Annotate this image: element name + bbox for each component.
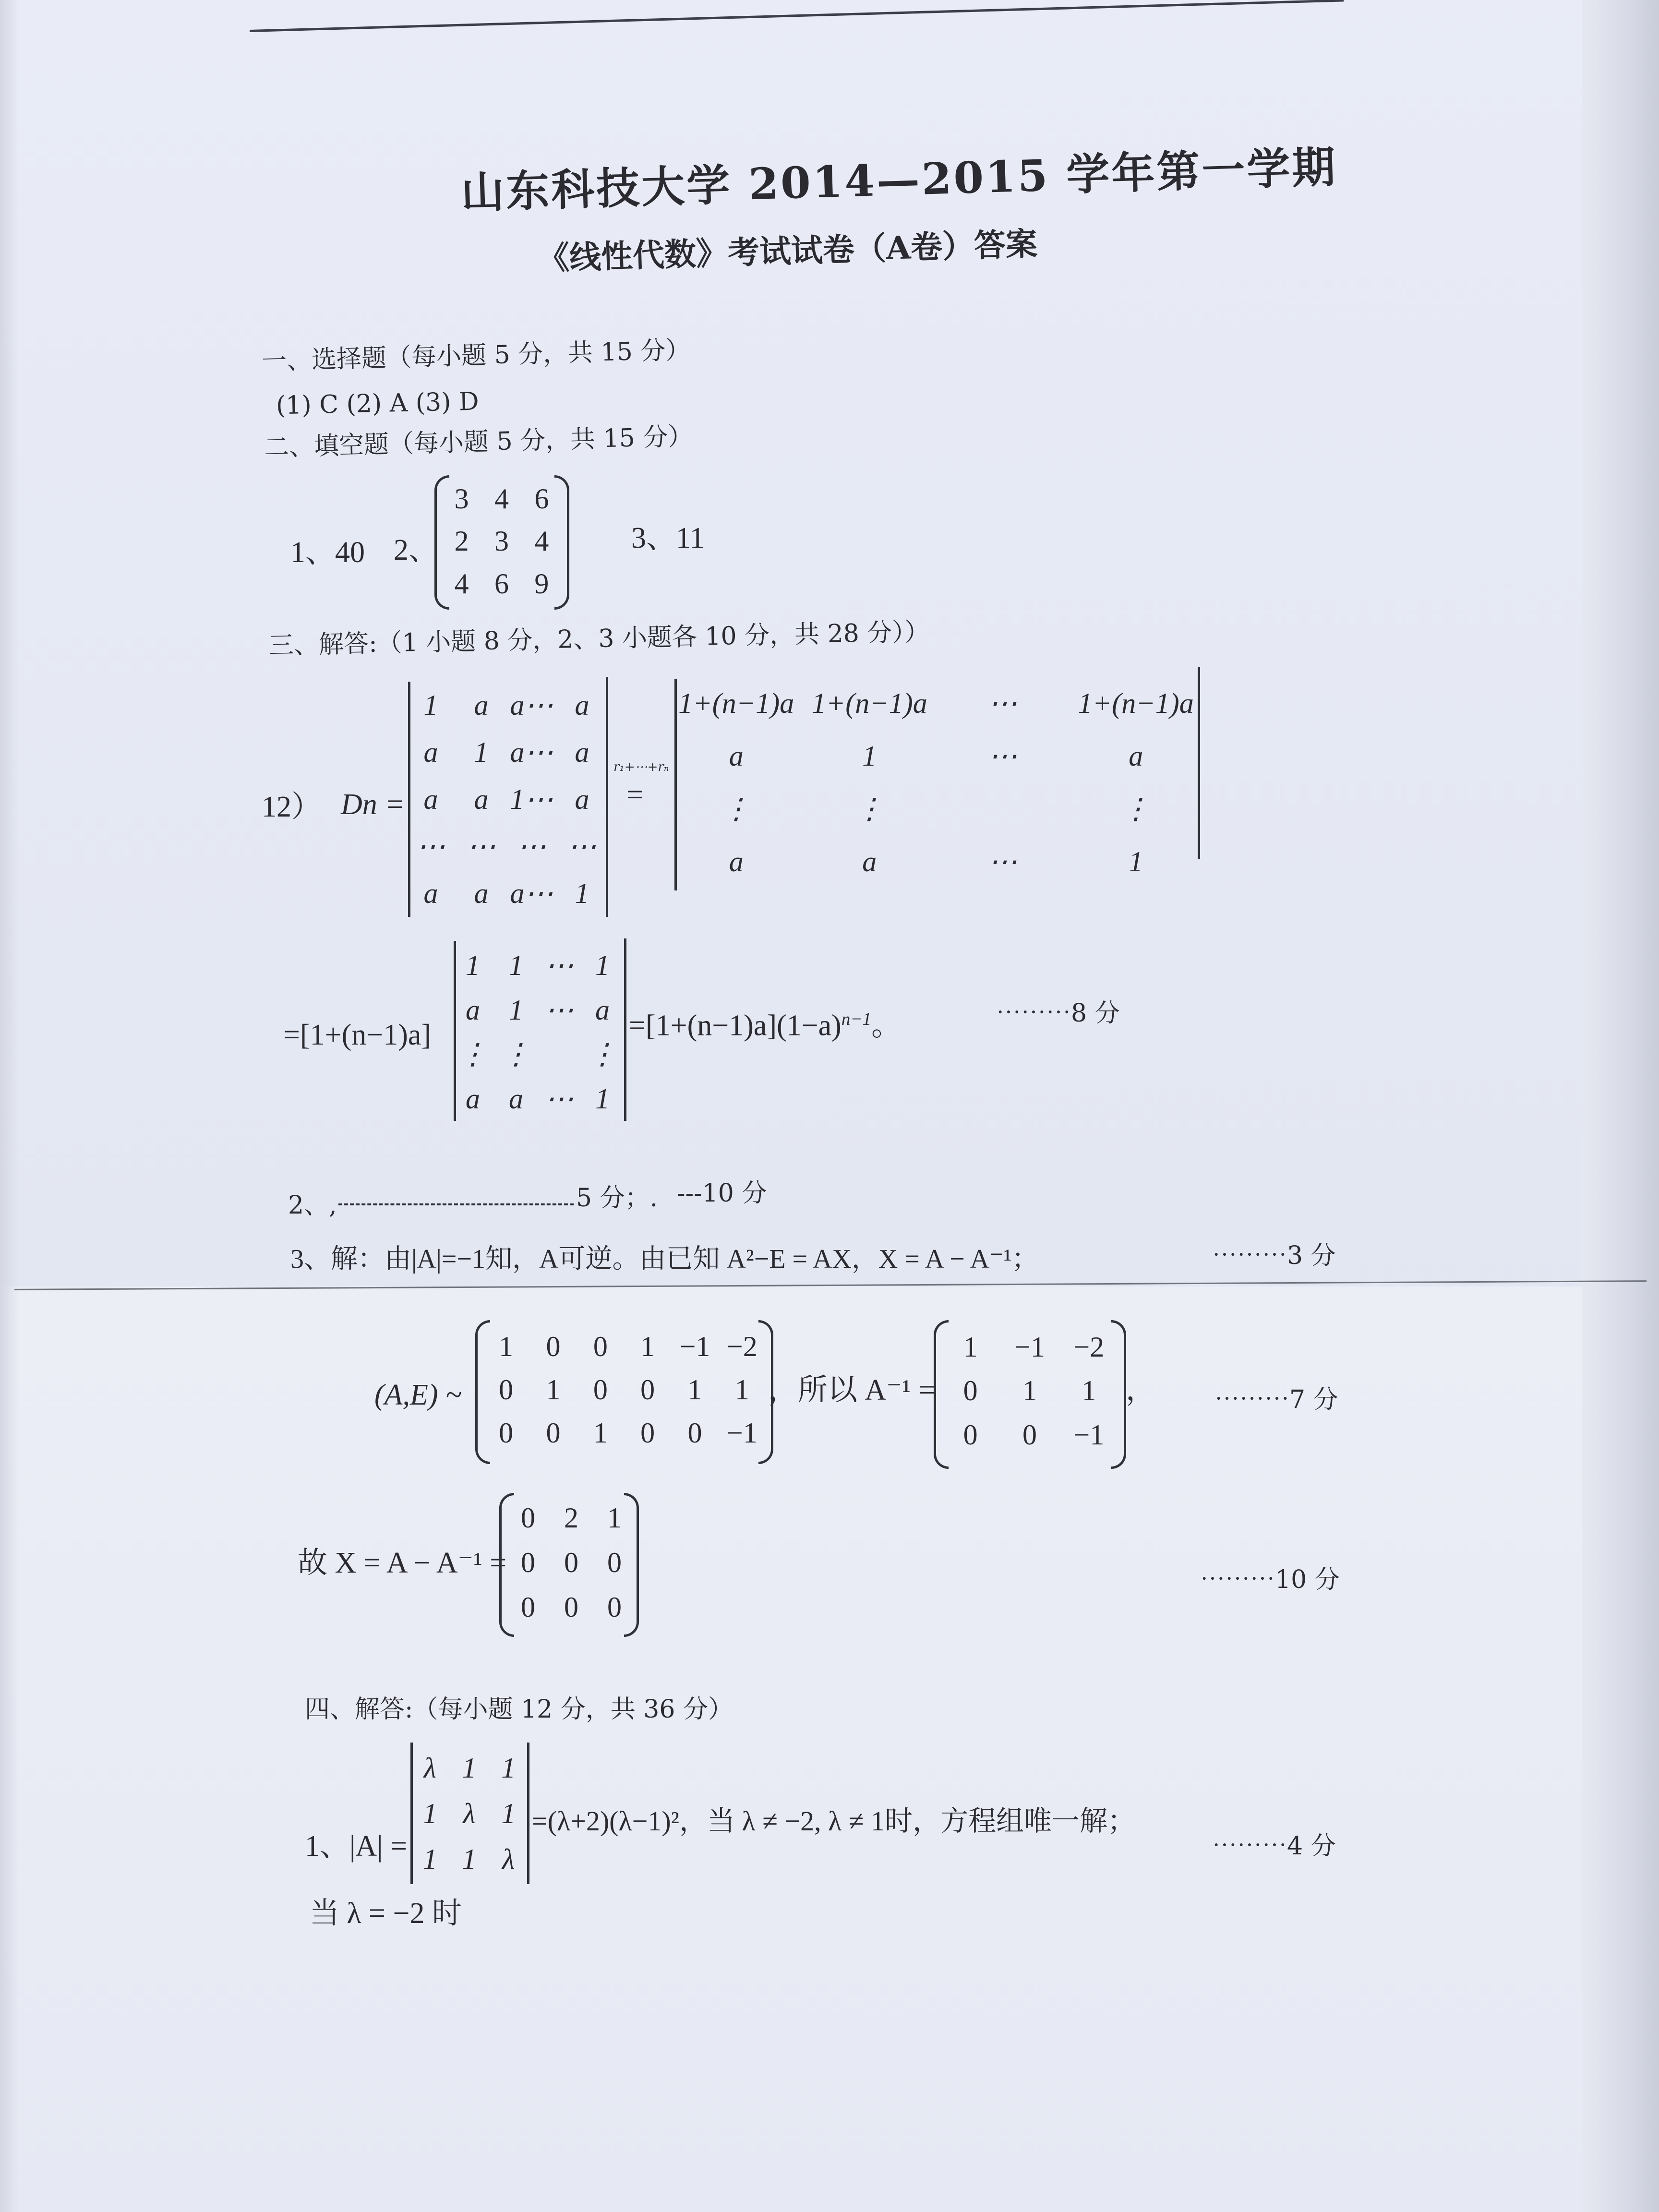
matrix-cell: 1+(n−1)a	[811, 687, 927, 719]
page-right-edge	[1582, 0, 1659, 2212]
score-4: ⋯⋯⋯4 分	[1212, 1832, 1336, 1861]
matrix-cell: 1	[501, 1797, 516, 1829]
matrix-cell: 4	[534, 525, 549, 557]
fill-answer-1: 1、40	[290, 536, 365, 569]
matrix-cell: 0	[607, 1591, 622, 1623]
matrix-cell: ⋯	[517, 830, 546, 862]
matrix-cell: a	[474, 689, 489, 721]
matrix-cell: ⋯	[545, 950, 574, 982]
matrix-cell: 1	[963, 1331, 978, 1363]
matrix-cell: −1	[1014, 1331, 1045, 1363]
matrix-cell: 0	[564, 1546, 578, 1578]
matrix-cell: a	[575, 689, 589, 721]
matrix-cell: 0	[593, 1374, 608, 1406]
reduced-determinant	[451, 943, 624, 1121]
section4-last-line: 当 λ = −2 时	[310, 1897, 462, 1930]
matrix-cell: 1	[466, 950, 480, 982]
inverse-end: ，	[1126, 1374, 1156, 1407]
fill-answer-3: 3、11	[631, 522, 705, 554]
matrix-cell: 2	[564, 1502, 578, 1534]
matrix-cell: 1	[593, 1417, 608, 1449]
matrix-cell: 1	[1022, 1375, 1037, 1407]
matrix-cell: 1	[474, 736, 489, 768]
x-solution-label: 故 X = A − A⁻¹ =	[298, 1547, 507, 1579]
matrix-cell: 1	[607, 1502, 622, 1534]
matrix-cell: 1	[595, 1082, 610, 1115]
matrix-cell: 1	[734, 1374, 749, 1406]
score-7: ⋯⋯⋯7 分	[1214, 1385, 1338, 1414]
matrix-cell: ⋯	[567, 830, 597, 862]
section4-p1-result: =(λ+2)(λ−1)²，当 λ ≠ −2, λ ≠ 1时，方程组唯一解；	[532, 1805, 1136, 1837]
section2-heading: 二、填空题（每小题 5 分，共 15 分）	[264, 422, 694, 462]
result-exponent: n−1	[841, 1010, 872, 1029]
inv-right-paren	[1111, 1320, 1126, 1469]
det3-right-bar	[624, 938, 626, 1121]
matrix-cell: −2	[726, 1331, 757, 1362]
page-left-edge	[0, 0, 19, 2212]
matrix-cell: 1	[687, 1374, 702, 1406]
matrix-cell: 4	[454, 567, 469, 600]
equals-sign: =	[626, 779, 643, 811]
ae-label: (A,E) ~	[374, 1379, 462, 1411]
matrix-cell: 1+(n−1)a	[678, 687, 794, 719]
matrix-cell: a	[862, 846, 877, 878]
problem-2-dashes	[338, 1203, 574, 1205]
matrix-cell: ⋯	[467, 830, 496, 862]
matrix-cell: −1	[1073, 1419, 1105, 1451]
matrix-cell: 1+(n−1)a	[1078, 687, 1194, 719]
score-3: ⋯⋯⋯3 分	[1212, 1241, 1336, 1270]
row-operation: r₁+⋯+rₙ	[613, 760, 669, 774]
fill-answer-2-matrix	[442, 478, 562, 605]
matrix-cell: λ	[502, 1843, 515, 1875]
matrix-cell: ⋮	[855, 793, 884, 825]
matrix-cell: 9	[534, 567, 549, 600]
matrix-cell: 3	[494, 525, 509, 557]
page-title: 山东科技大学 2014—2015 学年第一学期	[460, 141, 1338, 219]
matrix-cell: 0	[963, 1419, 978, 1451]
matrix-cell: 0	[963, 1375, 978, 1407]
section3-heading: 三、解答:（1 小题 8 分，2、3 小题各 10 分，共 28 分））	[268, 617, 930, 661]
matrix-cell: λ	[423, 1752, 436, 1784]
matrix-cell: 0	[564, 1591, 578, 1623]
matrix-cell: 1⋯	[510, 783, 553, 815]
problem-2-score-5: 5 分；.	[576, 1184, 658, 1213]
matrix-cell: a	[474, 783, 489, 815]
matrix-cell: ⋯	[545, 994, 574, 1026]
matrix-cell: 0	[521, 1591, 535, 1623]
inverse-label: ，所以 A⁻¹ =	[768, 1374, 936, 1407]
matrix-cell: 1	[509, 994, 523, 1026]
problem-2-label: 2、,	[288, 1191, 337, 1220]
matrix-cell: 0	[546, 1331, 561, 1362]
matrix-cell: 2	[454, 525, 469, 557]
matrix-cell: a	[466, 994, 480, 1026]
matrix-cell: 0	[640, 1374, 655, 1406]
det2-right-bar	[1198, 667, 1200, 859]
matrix-cell: a	[509, 1082, 523, 1115]
matrix-cell: 6	[494, 567, 509, 600]
factor-expression: =[1+(n−1)a]	[283, 1019, 432, 1051]
matrix-right-paren	[554, 475, 569, 610]
matrix-cell: 0	[499, 1374, 514, 1406]
matrix-cell: 1	[501, 1752, 516, 1784]
matrix-cell: a	[575, 736, 589, 768]
transformed-determinant	[670, 677, 1202, 888]
matrix-cell: 4	[494, 483, 509, 515]
section4-heading: 四、解答:（每小题 12 分，共 36 分）	[305, 1695, 733, 1724]
matrix-cell: 1	[640, 1331, 655, 1362]
matrix-cell: 1	[462, 1843, 477, 1875]
matrix-cell: 0	[1022, 1419, 1037, 1451]
matrix-cell: 1	[546, 1374, 561, 1406]
matrix-cell: 1	[1129, 846, 1143, 878]
matrix-cell: 0	[521, 1546, 535, 1578]
matrix-cell: 1	[575, 878, 589, 909]
matrix-cell: 0	[687, 1417, 702, 1449]
matrix-cell: ⋮	[502, 1038, 530, 1070]
matrix-cell: a	[1129, 740, 1143, 772]
matrix-cell: ⋮	[721, 793, 751, 825]
dn-determinant	[406, 682, 607, 917]
section4-p1-label: 1、|A| =	[305, 1830, 408, 1863]
matrix-cell: 1	[595, 950, 610, 982]
section1-heading: 一、选择题（每小题 5 分，共 15 分）	[261, 336, 691, 376]
matrix-cell: a	[423, 878, 438, 909]
matrix-cell: λ	[463, 1797, 476, 1829]
matrix-cell: −2	[1073, 1331, 1105, 1363]
matrix-cell: 3	[454, 483, 469, 515]
matrix-cell: 6	[534, 483, 549, 515]
matrix-cell: a	[729, 740, 744, 772]
matrix-cell: ⋯	[988, 740, 1017, 772]
matrix-cell: a	[423, 736, 438, 768]
matrix-cell: 1	[862, 740, 877, 772]
matrix-cell: 1	[509, 950, 523, 982]
matrix-cell: ⋮	[1121, 793, 1151, 825]
x-right-paren	[624, 1493, 639, 1637]
problem-3-statement: 3、解：由|A|=−1知，A可逆。由已知 A²−E = AX，X = A − A⁻¹；	[290, 1244, 1039, 1274]
det4-right-bar	[527, 1743, 529, 1884]
problem-1-label: 12）	[262, 791, 322, 823]
matrix-cell: a⋯	[510, 689, 553, 721]
matrix-cell: a	[575, 783, 589, 815]
lambda-determinant	[410, 1745, 528, 1882]
matrix-cell: a	[466, 1082, 480, 1115]
result-end: 。	[871, 1009, 902, 1042]
matrix-cell: −1	[726, 1417, 757, 1449]
problem-2-score-10: ---10 分	[677, 1179, 767, 1208]
x-matrix	[506, 1495, 636, 1630]
lower-page-sheet	[0, 1286, 1659, 2212]
matrix-cell: −1	[679, 1331, 710, 1362]
matrix-cell: a⋯	[510, 878, 553, 909]
dn-symbol: Dn =	[341, 788, 405, 821]
determinant-result: $=[1+(n-1)a](1-a)^{n-1}$。	[629, 1009, 902, 1042]
matrix-cell: 0	[521, 1502, 535, 1534]
score-8: ⋯⋯⋯8 分	[996, 999, 1120, 1028]
matrix-cell: 0	[593, 1331, 608, 1362]
matrix-cell: 1	[462, 1752, 477, 1784]
matrix-cell: 1	[1082, 1375, 1096, 1407]
inverse-matrix	[941, 1325, 1118, 1457]
matrix-cell: 0	[640, 1417, 655, 1449]
header-rule	[250, 0, 1344, 32]
matrix-cell: 0	[607, 1546, 622, 1578]
matrix-cell: a	[423, 783, 438, 815]
matrix-cell: 0	[546, 1417, 561, 1449]
score-10: ⋯⋯⋯10 分	[1200, 1565, 1340, 1594]
augmented-matrix	[482, 1325, 766, 1455]
matrix-cell: ⋮	[588, 1038, 617, 1070]
matrix-cell: a	[729, 846, 744, 878]
matrix-cell: a	[474, 878, 489, 909]
matrix-cell: ⋯	[416, 830, 445, 862]
page-subtitle: 《线性代数》考试试卷（A卷）答案	[537, 225, 1038, 277]
matrix-cell: a	[595, 994, 610, 1026]
matrix-cell: ⋯	[988, 846, 1017, 878]
matrix-cell: 1	[423, 689, 438, 721]
matrix-cell: ⋯	[988, 687, 1017, 719]
matrix-cell: ⋯	[545, 1082, 574, 1115]
matrix-cell: 0	[499, 1417, 514, 1449]
matrix-cell: a⋯	[510, 736, 553, 768]
matrix-cell: 1	[422, 1843, 437, 1875]
det-right-bar	[606, 677, 608, 917]
fill-answer-2-label: 2、	[394, 534, 439, 566]
section1-answers: (1) C (2) A (3) D	[276, 387, 480, 421]
matrix-cell: 1	[422, 1797, 437, 1829]
matrix-cell: ⋮	[458, 1038, 487, 1070]
matrix-cell: 1	[499, 1331, 514, 1362]
